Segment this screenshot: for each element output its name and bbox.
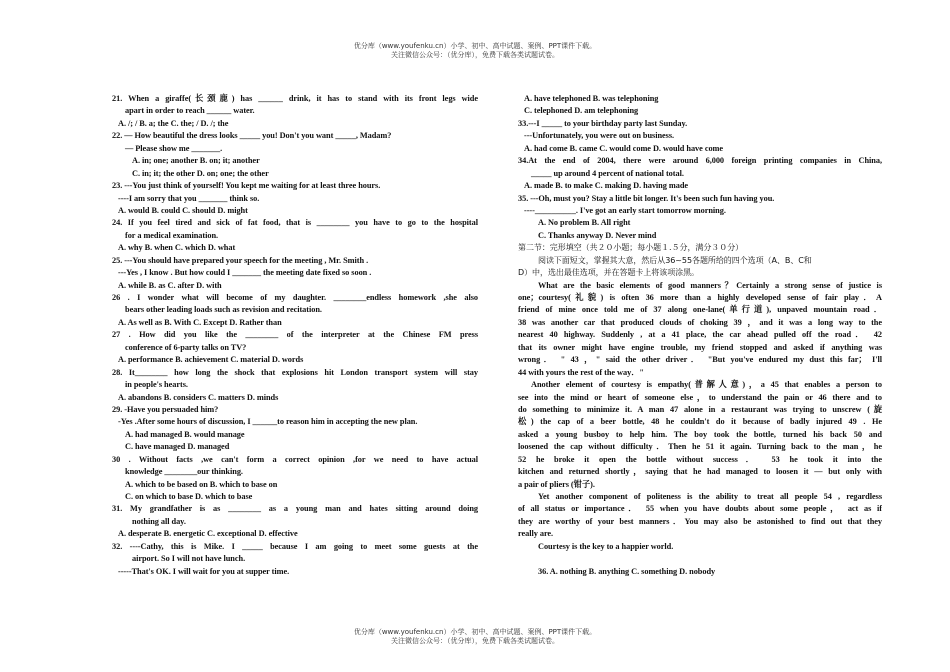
passage-line: of all status or importance． 55 when you have doubts about some people， act as if (518, 504, 882, 514)
q35-line: ----__________. I've got an early start tomorrow morning. (524, 205, 726, 215)
passage-line: 52 he broke it open the bottle without success． 53 he took it into the (518, 454, 882, 464)
passage-line: kitchen and returned shortly，saying that he had managed to loosen it — but only with (518, 467, 882, 477)
q29-options: C. have managed D. managed (125, 442, 230, 452)
instructions: 阅读下面短文，掌握其大意，然后从36~55各题所给的四个选项（A、B、C和 (538, 255, 812, 265)
q33-line: ---Unfortunately, you were out on business. (524, 131, 675, 141)
q34-options: A. made B. to make C. making D. having made (524, 181, 689, 191)
passage-line: nearest 40 highway. Suddenly , at a 41 place, the car ahead pulled off the road． 42 (518, 330, 882, 340)
q29-options: A. had managed B. would manage (125, 429, 245, 439)
passage-line: one；courtesy(礼貌) is often 36 more than a highly developed sense of fair play．A (518, 293, 882, 302)
q23-line: ----I am sorry that you _______ think so. (118, 193, 260, 203)
q28-options: A. abandons B. considers C. matters D. minds (118, 392, 279, 402)
passage-line: a pair of pliers (钳子). (518, 479, 595, 489)
page-footer (0, 628, 950, 646)
q32-options: C. telephoned D. am telephoning (524, 106, 639, 116)
instructions: D）中，选出最佳选项，并在答题卡上将该项涂黑。 (518, 268, 700, 278)
footer-line-1: 优分库（www.youfenku.cn）小学、初中、高中试题、案例、PPT课件下载。 (353, 628, 597, 636)
q32-line: -----That's OK. I will wait for you at supper time. (118, 566, 290, 576)
q22-line: 22. — How beautiful the dress looks _____ you! Don't you want _____, Madam? (112, 131, 392, 141)
q29-line: 29. -Have you persuaded him? (112, 404, 219, 414)
q32-options: A. have telephoned B. was telephoning (524, 94, 659, 103)
q35-options: C. Thanks anyway D. Never mind (538, 230, 657, 240)
q33-options: A. had come B. came C. would come D. would have come (524, 143, 724, 153)
passage-line: What are the basic elements of good manners？Certainly a strong sense of justice is (538, 280, 882, 290)
q26-line: bears other leading loads such as revision and recitation. (125, 305, 322, 315)
passage-line: 44 with yours the rest of the way．" (518, 367, 644, 377)
left-column (112, 93, 478, 578)
q27-line: 27 . How did you like the ________ of the interpreter at the Chinese FM press (112, 330, 478, 340)
passage-line: Yet another component of politeness is the ability to treat all people 54 , regardless (538, 492, 882, 501)
q35-options: A. No problem B. All right (538, 218, 631, 228)
passage-line: do something to minimize it. A man 47 alone in a restaurant was trying to unscrew (旋 (518, 404, 882, 414)
page-header (0, 42, 950, 60)
q31-line: 31. My grandfather is as ________ as a young man and hates sitting around doing (112, 504, 478, 514)
q30-options: A. which to be based on B. which to base on (125, 479, 278, 489)
section-heading: 第二节：完形填空（共２０小题；每小题１.５分，满分３０分） (518, 243, 744, 253)
q30-line: 30 . Without facts ,we can't form a correct opinion ,for we need to have actual (112, 454, 478, 464)
q26-line: 26 . I wonder what will become of my daughter. ________endless homework ,she also (112, 293, 478, 302)
blank-line (518, 553, 882, 565)
passage-line: 38 was another car that produced clouds of choking 39 ，and it was a long way to the (518, 317, 882, 327)
q25-line: ---Yes , I know . But how could I _______ the meeting date fixed so soon . (118, 268, 372, 278)
q24-line: for a medical examination. (125, 230, 219, 240)
q28-line: in people's hearts. (125, 380, 188, 390)
header-line-2: 关注微信公众号：（优分库），免费下载各类试题试卷。 (391, 51, 559, 59)
q21-line: 21. When a giraffe(长颈鹿) has ______ drink, it has to stand with its front legs wide (112, 94, 478, 103)
q22-line: — Please show me _______. (125, 143, 223, 153)
q27-line: conference of 6-party talks on TV? (125, 342, 247, 352)
passage-line: Courtesy is the key to a happier world. (538, 541, 674, 551)
q30-line: knowledge ________our thinking. (125, 467, 243, 477)
footer-line-2: 关注微信公众号：（优分库），免费下载各类试题试卷。 (391, 637, 559, 645)
passage-line: they are worthy of your best manners．You may also be astonished to find out that they (518, 516, 882, 526)
q22-options: C. in; it; the other D. on; one; the other (132, 168, 269, 178)
passage-line: that its owner might have engine trouble, my friend stopped and asked if anything was (518, 342, 882, 352)
q29-line: -Yes .After some hours of discussion, I ______to reason him in accepting the new plan. (118, 417, 418, 427)
passage-line: see into the mind or heart of someone else，to understand the pain or 46 there and to (518, 392, 882, 402)
passage-line: wrong． " 43 ，" said the other driver． "But you've endured my dust this far； I'll (518, 355, 882, 365)
passage-line: friend of mine once told me of 37 along one-lane(单行道), unpaved mountain road． (518, 305, 882, 315)
passage-line: Another element of courtesy is empathy(普解人意)，a 45 that enables a person to (531, 380, 882, 390)
right-column (518, 93, 882, 578)
q28-line: 28. It________ how long the shock that explosions hit London transport system will stay (112, 367, 478, 377)
passage-line: 松) the cap of a beer bottle, 48 he couldn't do it because of badly injured 49 . He (518, 417, 882, 427)
q36-options: 36. A. nothing B. anything C. something D. nobody (538, 566, 716, 576)
q35-line: 35. ---Oh, must you? Stay a little bit longer. It's been such fun having you. (518, 193, 775, 203)
q21-options: A. /; / B. a; the C. the; / D. /; the (118, 118, 229, 128)
q25-options: A. while B. as C. after D. with (118, 280, 222, 290)
passage-line: asked a young busboy to help him. The boy took the bottle, turned his back 50 and (518, 429, 882, 439)
q30-options: C. on which to base D. which to base (125, 492, 253, 501)
q32-line: airport. So I will not have lunch. (132, 554, 246, 564)
q24-line: 24. If you feel tired and sick of fat food, that is ________ you have to go to the hospital (112, 218, 478, 228)
q23-line: 23. ---You just think of yourself! You kept me waiting for at least three hours. (112, 181, 381, 191)
passage-line: loosened the cap without difficulty．Then he 51 it again. Turning back to the man，he (518, 442, 882, 452)
q21-line: apart in order to reach ______ water. (125, 106, 255, 116)
q34-line: 34.At the end of 2004, there were around 6,000 foreign printing companies in China, (518, 156, 882, 166)
header-line-1: 优分库（www.youfenku.cn）小学、初中、高中试题、案例、PPT课件下载。 (353, 42, 597, 50)
q24-options: A. why B. when C. which D. what (118, 243, 236, 253)
q31-line: nothing all day. (132, 516, 186, 526)
q22-options: A. in; one; another B. on; it; another (132, 156, 260, 166)
q25-line: 25. ---You should have prepared your speech for the meeting , Mr. Smith . (112, 255, 369, 265)
passage-line: really are. (518, 529, 554, 539)
q33-line: 33.---I _____ to your birthday party last Sunday. (518, 118, 688, 128)
q31-options: A. desperate B. energetic C. exceptional D. effective (118, 529, 298, 539)
q23-options: A. would B. could C. should D. might (118, 205, 248, 215)
q34-line: _____ up around 4 percent of national total. (531, 168, 684, 178)
q26-options: A. As well as B. With C. Except D. Rather than (118, 317, 282, 327)
q27-options: A. performance B. achievement C. material D. words (118, 355, 304, 365)
q32-line: 32. ----Cathy, this is Mike. I _____ because I am going to meet some guests at the (112, 541, 478, 551)
